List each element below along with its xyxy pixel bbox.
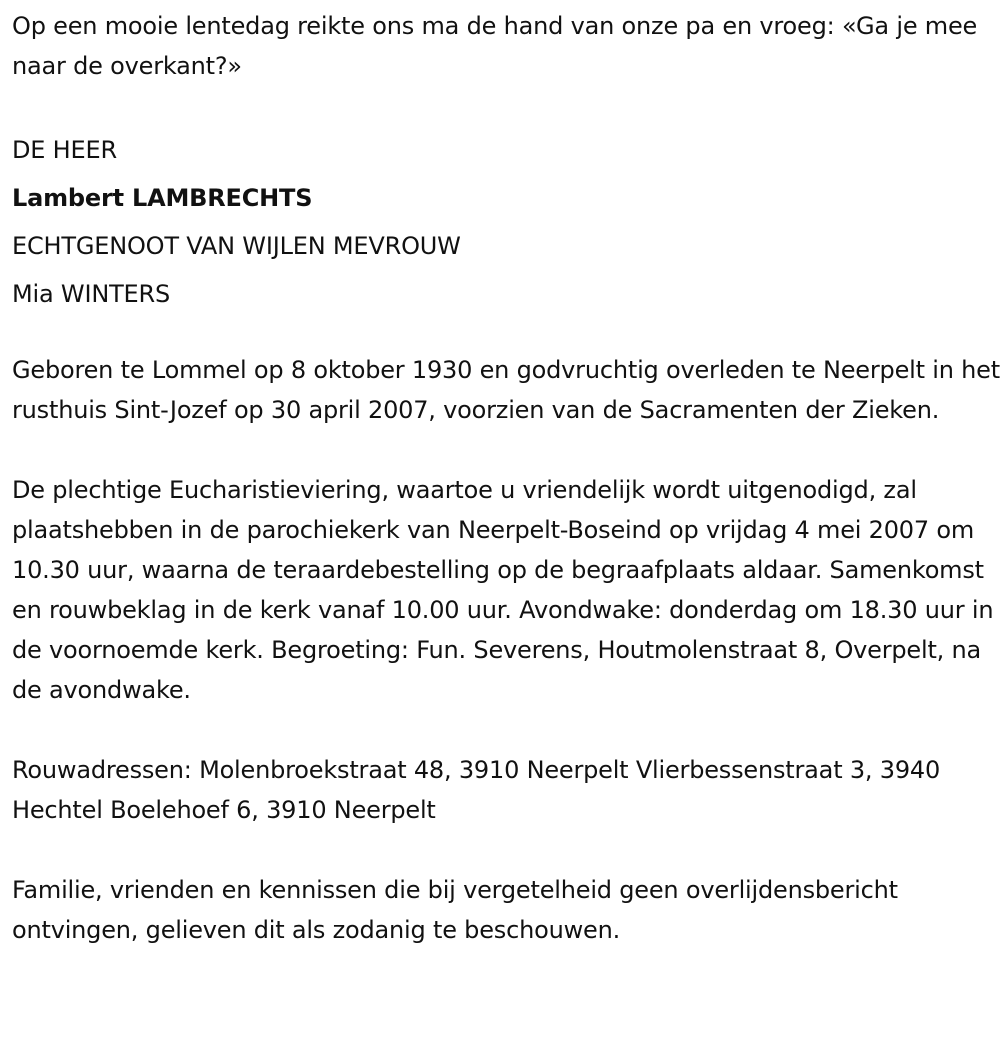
spacer: [12, 86, 1000, 126]
birth-death-paragraph: Geboren te Lommel op 8 oktober 1930 en godvruchtig overleden te Neerpelt in het rusthuis Sint-Jozef op 30 april 2007, voorzien van de Sacramenten der Zieken.: [12, 356, 1000, 424]
spacer: [12, 430, 1000, 470]
closing-paragraph: Familie, vrienden en kennissen die bij vergetelheid geen overlijdensbericht ontvingen, gelieven dit als zodanig te beschouwen.: [12, 876, 898, 944]
spacer: [12, 318, 1000, 350]
spacer: [12, 830, 1000, 870]
deceased-name: Lambert LAMBRECHTS: [12, 184, 313, 212]
relation-text: ECHTGENOOT VAN WIJLEN MEVROUW: [12, 232, 461, 260]
addresses-paragraph: Rouwadressen: Molenbroekstraat 48, 3910 Neerpelt Vlierbessenstraat 3, 3940 Hechtel Boelehoef 6, 3910 Neerpelt: [12, 756, 941, 824]
ceremony-paragraph: De plechtige Eucharistieviering, waartoe u vriendelijk wordt uitgenodigd, zal plaatshebben in de parochiekerk van Neerpelt-Boseind op vrijdag 4 mei 2007 om 10.30 uur, waarna de teraardebestelling op de begraafplaats aldaar. Samenkomst en rouwbeklag in de kerk vanaf 10.00 uur. Avondwake: donderdag om 18.30 uur in de voornoemde kerk. Begroeting: Fun. Severens, Houtmolenstraat 8, Overpelt, na de avondwake.: [12, 476, 994, 704]
title-prefix: DE HEER: [12, 136, 117, 164]
spouse-name: Mia WINTERS: [12, 280, 171, 308]
spacer: [12, 710, 1000, 750]
intro-quote: Op een mooie lentedag reikte ons ma de hand van onze pa en vroeg: «Ga je mee naar de overkant?»: [12, 12, 978, 80]
